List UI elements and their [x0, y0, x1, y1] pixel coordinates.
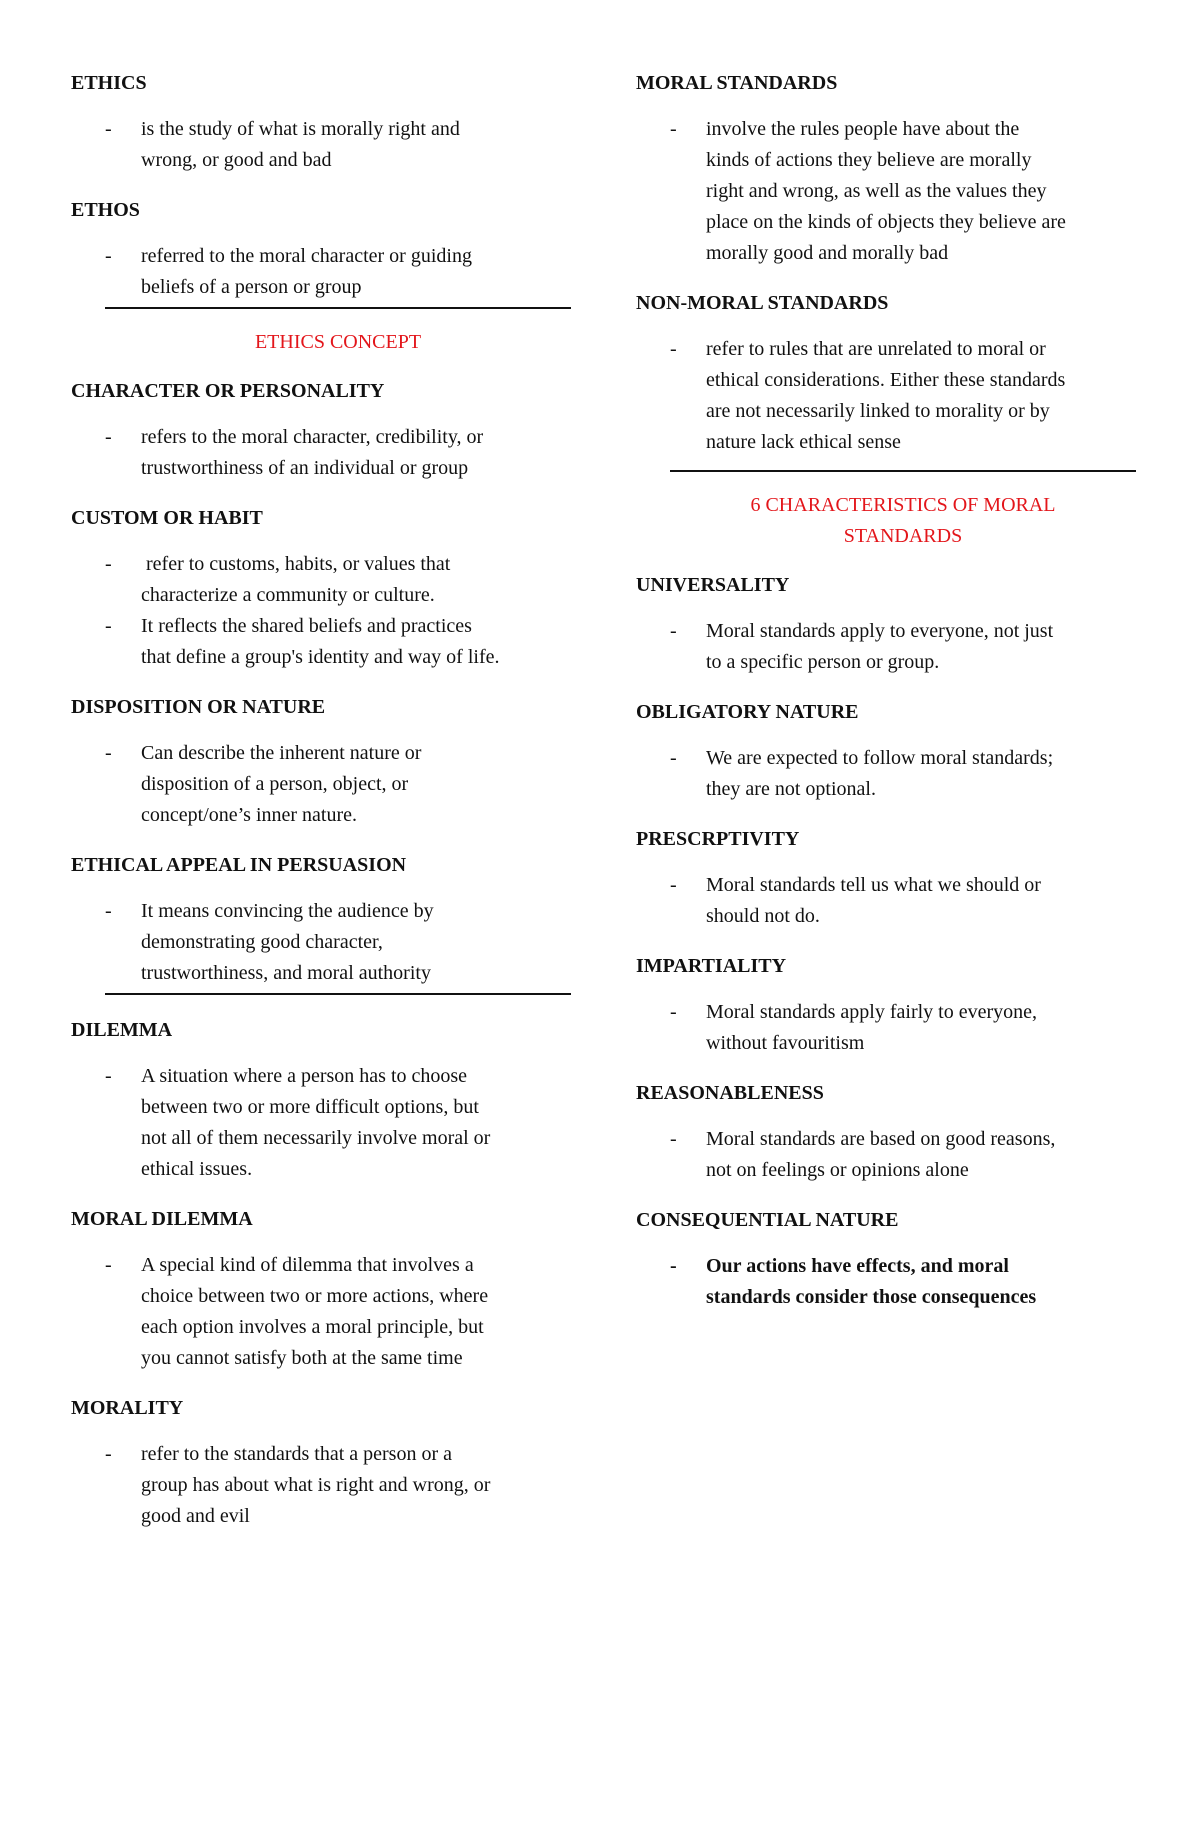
definition-item [71, 422, 571, 484]
definition-item [636, 616, 1136, 678]
term-heading: MORALITY [71, 1397, 184, 1419]
term-heading: OBLIGATORY NATURE [636, 701, 859, 723]
term-heading: REASONABLENESS [636, 1082, 824, 1104]
right-column [636, 70, 1136, 1334]
definition-line: choice between two or more actions, where [141, 1285, 489, 1307]
definition-item [636, 743, 1136, 805]
definition-line: We are expected to follow moral standards; [706, 747, 1054, 769]
definition-item [71, 1250, 571, 1374]
definition-line: beliefs of a person or group [141, 276, 362, 298]
dash-bullet: - [105, 553, 112, 575]
definition-line: not on feelings or opinions alone [706, 1159, 969, 1181]
definition-item [636, 334, 1136, 458]
dash-bullet: - [105, 118, 112, 140]
section-title-line: STANDARDS [843, 525, 963, 547]
dash-bullet: - [105, 245, 112, 267]
definition-line: without favouritism [706, 1032, 865, 1054]
definition-item [636, 997, 1136, 1059]
definition-line: It reflects the shared beliefs and practices [141, 615, 472, 637]
definition-item [636, 1251, 1136, 1313]
definition-line: morally good and morally bad [706, 242, 949, 264]
definition-line: between two or more difficult options, but [141, 1096, 479, 1118]
definition-line: Moral standards apply to everyone, not just [706, 620, 1054, 642]
term-block-moral-standards [636, 70, 1136, 269]
dash-bullet: - [105, 1254, 112, 1276]
definition-line: Moral standards are based on good reasons, [706, 1128, 1056, 1150]
definition-line: standards consider those consequences [706, 1286, 1037, 1308]
definition-line: demonstrating good character, [141, 931, 383, 953]
term-heading: DISPOSITION OR NATURE [71, 696, 326, 718]
definition-line: they are not optional. [706, 778, 876, 800]
definition-line: not all of them necessarily involve moral or [141, 1127, 491, 1149]
term-heading: IMPARTIALITY [636, 955, 787, 977]
definition-line: good and evil [141, 1505, 250, 1527]
dash-bullet: - [670, 747, 677, 769]
definition-line: that define a group's identity and way of life. [141, 646, 500, 668]
definition-line: are not necessarily linked to morality or by [706, 400, 1050, 422]
definition-line: characterize a community or culture. [141, 584, 435, 606]
divider-line [105, 993, 571, 995]
section-title-characteristics [670, 490, 1136, 552]
term-block-reasonableness [636, 1080, 1136, 1186]
definition-item [636, 114, 1136, 269]
definition-line: Our actions have effects, and moral [706, 1255, 1009, 1277]
definition-line: ethical considerations. Either these standards [706, 369, 1066, 391]
divider-line [105, 307, 571, 309]
term-block-morality [71, 1395, 571, 1532]
section-title-ethics-concept: ETHICS CONCEPT [254, 331, 422, 353]
term-block-prescriptivity [636, 826, 1136, 932]
definition-line: group has about what is right and wrong, or [141, 1474, 491, 1496]
term-block-impartiality [636, 953, 1136, 1059]
definition-item [71, 114, 571, 176]
term-block-moral-dilemma [71, 1206, 571, 1374]
definition-line: A special kind of dilemma that involves a [141, 1254, 474, 1276]
term-heading: CUSTOM OR HABIT [71, 507, 263, 529]
dash-bullet: - [105, 1443, 112, 1465]
dash-bullet: - [105, 426, 112, 448]
term-heading: ETHICS [71, 72, 147, 94]
definition-item [71, 738, 571, 831]
definition-item [71, 241, 571, 303]
definition-line: concept/one’s inner nature. [141, 804, 358, 826]
definition-line: should not do. [706, 905, 820, 927]
left-column [71, 70, 571, 1553]
dash-bullet: - [670, 1128, 677, 1150]
definition-line: trustworthiness of an individual or group [141, 457, 469, 479]
definition-line: A situation where a person has to choose [141, 1065, 468, 1087]
term-heading: DILEMMA [71, 1019, 173, 1041]
definition-item [636, 1124, 1136, 1186]
definition-line: refer to customs, habits, or values that [141, 553, 451, 575]
definition-line: It means convincing the audience by [141, 900, 434, 922]
dash-bullet: - [105, 615, 112, 637]
definition-line: nature lack ethical sense [706, 431, 901, 453]
term-heading: NON-MORAL STANDARDS [636, 292, 889, 314]
dash-bullet: - [670, 874, 677, 896]
definition-item [636, 870, 1136, 932]
term-heading: PRESCRPTIVITY [636, 828, 800, 850]
dash-bullet: - [105, 742, 112, 764]
definition-line: to a specific person or group. [706, 651, 940, 673]
term-heading: ETHICAL APPEAL IN PERSUASION [71, 854, 407, 876]
term-heading: CHARACTER OR PERSONALITY [71, 380, 385, 402]
term-heading: ETHOS [71, 199, 140, 221]
section-title-line: 6 CHARACTERISTICS OF MORAL [750, 494, 1056, 516]
definition-line: kinds of actions they believe are morally [706, 149, 1032, 171]
term-block-ethics [71, 70, 571, 176]
definition-line: right and wrong, as well as the values they [706, 180, 1047, 202]
term-block-obligatory-nature [636, 699, 1136, 805]
definition-line: wrong, or good and bad [141, 149, 332, 171]
term-block-character [71, 378, 571, 484]
dash-bullet: - [105, 1065, 112, 1087]
divider-line [670, 470, 1136, 472]
term-heading: MORAL DILEMMA [71, 1208, 253, 1230]
term-heading: MORAL STANDARDS [636, 72, 838, 94]
dash-bullet: - [670, 338, 677, 360]
dash-bullet: - [670, 1001, 677, 1023]
definition-line: refer to rules that are unrelated to moral or [706, 338, 1046, 360]
definition-line: Moral standards apply fairly to everyone, [706, 1001, 1038, 1023]
definition-line: refer to the standards that a person or a [141, 1443, 452, 1465]
definition-line: place on the kinds of objects they believe are [706, 211, 1066, 233]
definition-line: Moral standards tell us what we should or [706, 874, 1041, 896]
definition-line: is the study of what is morally right and [141, 118, 460, 140]
definition-line: referred to the moral character or guiding [141, 245, 472, 267]
definition-item [71, 1061, 571, 1185]
term-block-custom [71, 505, 571, 673]
term-block-universality [636, 572, 1136, 678]
dash-bullet: - [670, 1255, 677, 1277]
definition-line: each option involves a moral principle, but [141, 1316, 484, 1338]
term-block-dilemma [71, 1017, 571, 1185]
term-heading: CONSEQUENTIAL NATURE [636, 1209, 899, 1231]
dash-bullet: - [670, 620, 677, 642]
term-block-consequential-nature [636, 1207, 1136, 1313]
term-block-ethos [71, 197, 571, 303]
term-heading: UNIVERSALITY [636, 574, 790, 596]
term-block-non-moral-standards [636, 290, 1136, 458]
definition-line: disposition of a person, object, or [141, 773, 409, 795]
definition-line: trustworthiness, and moral authority [141, 962, 431, 984]
definition-item [71, 896, 571, 989]
term-block-ethical-appeal [71, 852, 571, 989]
definition-item [71, 611, 571, 673]
term-block-disposition [71, 694, 571, 831]
definition-item [71, 1439, 571, 1532]
definition-line: refers to the moral character, credibility, or [141, 426, 484, 448]
dash-bullet: - [670, 118, 677, 140]
definition-line: Can describe the inherent nature or [141, 742, 422, 764]
definition-item [71, 549, 571, 611]
dash-bullet: - [105, 900, 112, 922]
definition-line: ethical issues. [141, 1158, 253, 1180]
definition-line: involve the rules people have about the [706, 118, 1020, 140]
definition-line: you cannot satisfy both at the same time [141, 1347, 463, 1369]
